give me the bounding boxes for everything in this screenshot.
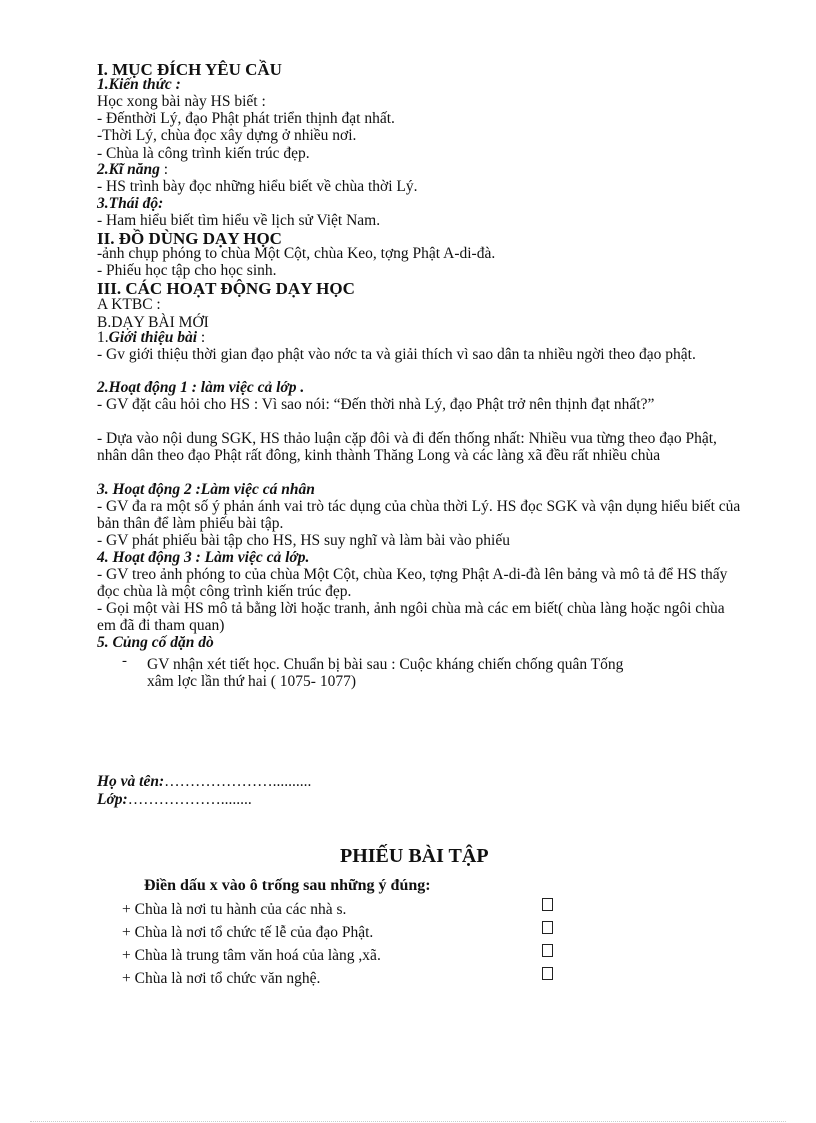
knowledge-colon: : [171, 76, 181, 93]
section-title-objectives: I. MỤC ĐÍCH YÊU CẦU [97, 60, 282, 79]
worksheet-item-4: + Chùa là nơi tổ chức văn nghệ. [122, 970, 321, 987]
student-name-line [97, 773, 311, 790]
introduction-paragraph: - Gv giới thiệu thời gian đạo phật vào nớc ta và giải thích vì sao dân ta nhiều ngời theo đạo phật. [97, 346, 696, 363]
worksheet-instruction: Điền dấu x vào ô trống sau những ý đúng: [144, 877, 431, 894]
introduction-label: Giới thiệu bài [108, 329, 198, 346]
student-class-label: Lớp: [97, 791, 128, 808]
student-class-line [97, 791, 252, 808]
check-old-lesson: A KTBC : [97, 296, 161, 313]
materials-item-2: - Phiếu học tập cho học sinh. [97, 262, 277, 279]
student-name-label: Họ và tên: [97, 773, 165, 790]
worksheet-item-3: + Chùa là trung tâm văn hoá của làng ,xã. [122, 947, 381, 964]
consolidation-line-2: xâm lợc lần thứ hai ( 1075- 1077) [147, 673, 357, 690]
attitude-heading: 3.Thái độ: [97, 195, 164, 212]
activity-3-paragraph-2: - Gọi một vài HS mô tả bằng lời hoặc tranh, ảnh ngôi chùa mà các em biết( chùa làng hoặc ngôi chùa em đã đi tham quan) [97, 600, 725, 634]
knowledge-label: 1.Kiến thức [97, 76, 172, 93]
skill-colon: : [159, 161, 169, 178]
activity-2-heading: 3. Hoạt động 2 :Làm việc cá nhân [97, 481, 315, 498]
knowledge-item-1: - Đếnthời Lý, đạo Phật phát triển thịnh đạt nhất. [97, 110, 395, 127]
skill-item-1: - HS trình bày đọc những hiểu biết về chùa thời Lý. [97, 178, 418, 195]
knowledge-item-3: - Chùa là công trình kiến trúc đẹp. [97, 145, 310, 162]
student-name-dots: ………………….......... [164, 773, 312, 790]
worksheet-checkbox-2[interactable] [542, 921, 553, 934]
introduction-number: 1. [97, 329, 109, 346]
introduction-heading [97, 329, 205, 346]
section-title-materials: II. ĐỒ DÙNG DẠY HỌC [97, 229, 282, 248]
worksheet-checkbox-3[interactable] [542, 944, 553, 957]
activity-1-discussion: - Dựa vào nội dung SGK, HS thảo luận cặp đôi và đi đến thống nhất: Nhiều vua từng theo đạo Phật, nhân dân theo đạo Phật rất đông, kinh thành Thăng Long và các làng xã đều rất nhiều chùa [97, 430, 717, 464]
worksheet-item-1: + Chùa là nơi tu hành của các nhà s. [122, 901, 347, 918]
student-class-dots: ………………........ [127, 791, 252, 808]
worksheet-checkbox-1[interactable] [542, 898, 553, 911]
page-bottom-divider [30, 1121, 786, 1122]
knowledge-intro: Học xong bài này HS biết : [97, 93, 266, 110]
new-lesson-heading: B.DẠY BÀI MỚI [97, 314, 209, 331]
section-title-activities: III. CÁC HOẠT ĐỘNG DẠY HỌC [97, 279, 355, 298]
worksheet-checkbox-4[interactable] [542, 967, 553, 980]
skill-heading [97, 161, 168, 178]
activity-1-question: - GV đặt câu hỏi cho HS : Vì sao nói: “Đến thời nhà Lý, đạo Phật trở nên thịnh đạt nhất?” [97, 396, 655, 413]
consolidation-bullet: - [122, 653, 127, 669]
attitude-item-1: - Ham hiểu biết tìm hiểu về lịch sử Việt Nam. [97, 212, 381, 229]
worksheet-title: PHIẾU BÀI TẬP [340, 845, 489, 867]
activity-2-paragraph-1: - GV đa ra một số ý phản ánh vai trò tác dụng của chùa thời Lý. HS đọc SGK và vận dụng hiểu biết của bản thân để làm phiếu bài tập. [97, 498, 741, 532]
activity-3-heading: 4. Hoạt động 3 : Làm việc cả lớp. [97, 549, 310, 566]
activity-2-paragraph-2: - GV phát phiếu bài tập cho HS, HS suy nghĩ và làm bài vào phiếu [97, 532, 510, 549]
worksheet-item-2: + Chùa là nơi tổ chức tế lễ của đạo Phật. [122, 924, 374, 941]
materials-item-1: -ảnh chụp phóng to chùa Một Cột, chùa Keo, tợng Phật A-di-đà. [97, 245, 496, 262]
consolidation-heading: 5. Củng cố dặn dò [97, 634, 214, 651]
activity-1-heading: 2.Hoạt động 1 : làm việc cả lớp . [97, 379, 305, 396]
knowledge-heading [97, 76, 181, 93]
skill-label: 2.Kĩ năng [97, 161, 160, 178]
knowledge-item-2: -Thời Lý, chùa đọc xây dựng ở nhiều nơi. [97, 127, 357, 144]
consolidation-line-1: GV nhận xét tiết học. Chuẩn bị bài sau : Cuộc kháng chiến chống quân Tống [147, 656, 624, 673]
introduction-colon: : [197, 329, 206, 346]
activity-3-paragraph-1: - GV treo ảnh phóng to của chùa Một Cột, chùa Keo, tợng Phật A-di-đà lên bảng và mô tả để HS thấy đọc chùa là một công trình kiến trúc đẹp. [97, 566, 728, 600]
